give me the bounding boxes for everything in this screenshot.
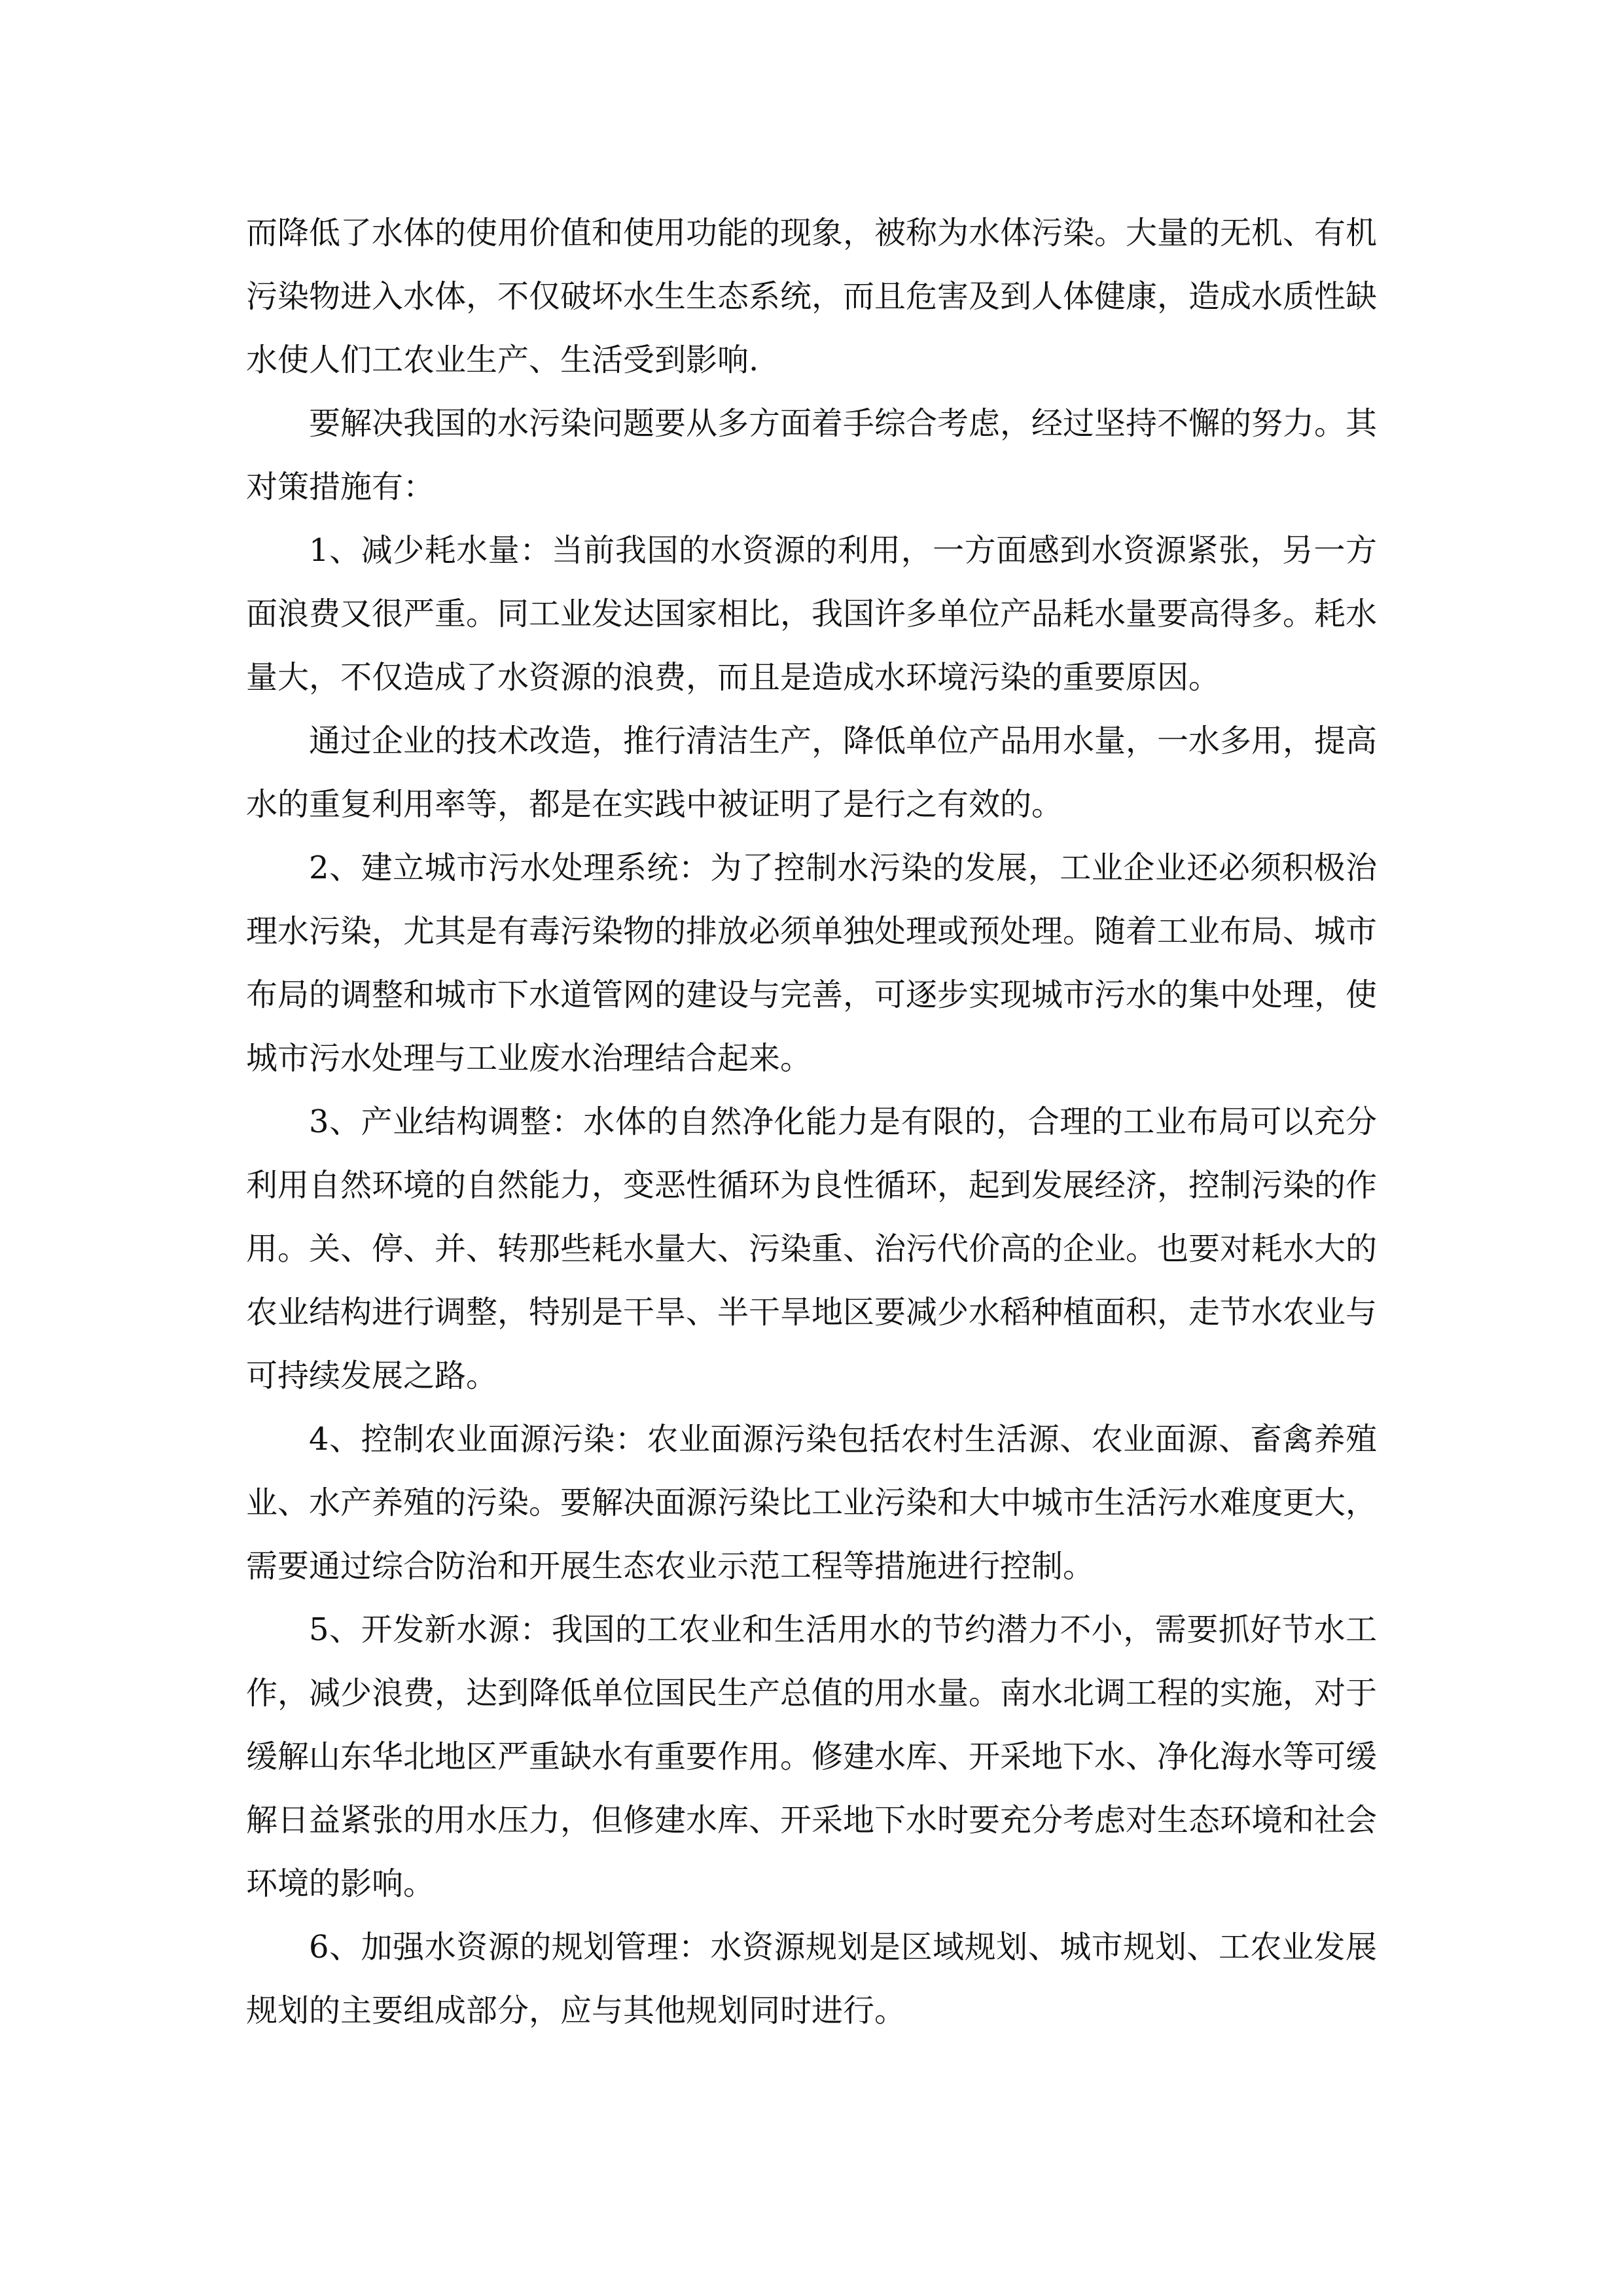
paragraph-measure-6: 6、加强水资源的规划管理：水资源规划是区域规划、城市规划、工农业发展规划的主要组成部分，应与其他规划同时进行。 [246,1929,1377,2029]
paragraph-intro: 要解决我国的水污染问题要从多方面着手综合考虑，经过坚持不懈的努力。其对策措施有： [246,405,1378,505]
paragraph-measure-1-detail: 通过企业的技术改造，推行清洁生产，降低单位产品用水量，一水多用，提高水的重复利用率等，都是在实践中被证明了是行之有效的。 [246,723,1378,823]
body-text [246,202,1377,2043]
paragraph-measure-1: 1、减少耗水量：当前我国的水资源的利用，一方面感到水资源紧张，另一方面浪费又很严重。同工业发达国家相比，我国许多单位产品耗水量要高得多。耗水量大，不仅造成了水资源的浪费，而且是造成水环境污染的重要原因。 [246,532,1378,696]
paragraph-measure-3: 3、产业结构调整：水体的自然净化能力是有限的，合理的工业布局可以充分利用自然环境的自然能力，变恶性循环为良性循环，起到发展经济，控制污染的作用。关、停、并、转那些耗水量大、污染重、治污代价高的企业。也要对耗水大的农业结构进行调整，特别是干旱、半干旱地区要减少水稻种植面积，走节水农业与可持续发展之路。 [246,1103,1378,1394]
paragraph-measure-2: 2、建立城市污水处理系统：为了控制水污染的发展，工业企业还必须积极治理水污染，尤其是有毒污染物的排放必须单独处理或预处理。随着工业布局、城市布局的调整和城市下水道管网的建设与完善，可逐步实现城市污水的集中处理，使城市污水处理与工业废水治理结合起来。 [246,850,1378,1077]
paragraph-measure-4: 4、控制农业面源污染：农业面源污染包括农村生活源、农业面源、畜禽养殖业、水产养殖的污染。要解决面源污染比工业污染和大中城市生活污水难度更大，需要通过综合防治和开展生态农业示范工程等措施进行控制。 [246,1421,1378,1585]
paragraph-continuation: 而降低了水体的使用价值和使用功能的现象，被称为水体污染。大量的无机、有机污染物进入水体，不仅破坏水生生态系统，而且危害及到人体健康，造成水质性缺水使人们工农业生产、生活受到影响. [246,215,1378,378]
paragraph-measure-5: 5、开发新水源：我国的工农业和生活用水的节约潜力不小，需要抓好节水工作，减少浪费，达到降低单位国民生产总值的用水量。南水北调工程的实施，对于缓解山东华北地区严重缺水有重要作用。修建水库、开采地下水、净化海水等可缓解日益紧张的用水压力，但修建水库、开采地下水时要充分考虑对生态环境和社会环境的影响。 [246,1611,1378,1902]
